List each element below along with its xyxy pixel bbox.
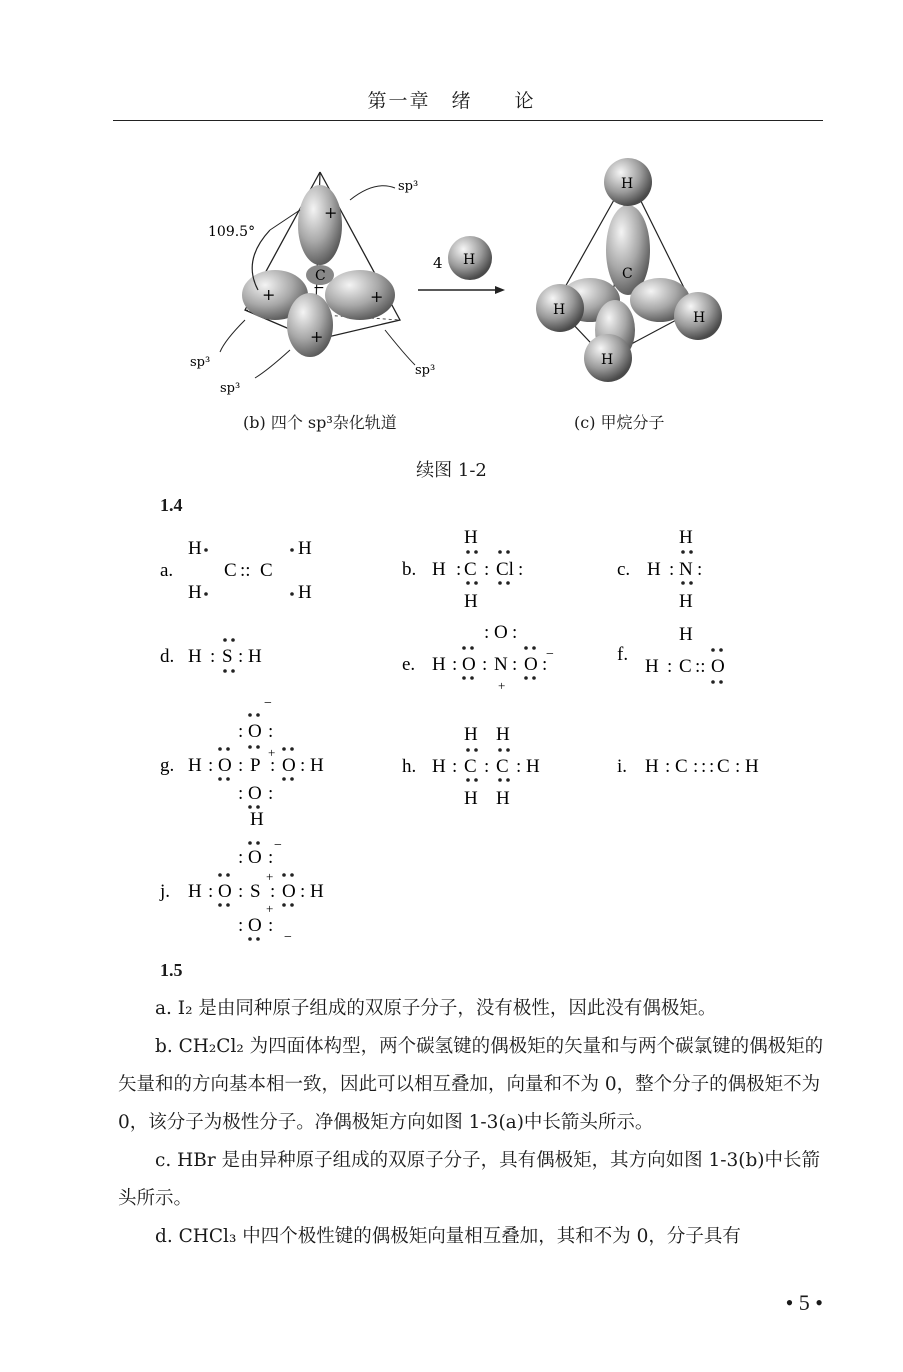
atom-o: O <box>248 847 262 868</box>
atom-p: P <box>250 755 261 776</box>
lewis-structure-d <box>160 630 300 686</box>
atom-o: O <box>248 721 262 742</box>
lewis-structure-e <box>402 620 582 701</box>
sp3-label: sp³ <box>220 381 241 396</box>
atom-h: H <box>248 646 262 667</box>
atom-h: H <box>298 538 312 559</box>
hydrogen-label: H <box>553 302 566 318</box>
item-label: i. <box>617 756 628 777</box>
atom-c: C <box>464 756 477 777</box>
bond-dots: : <box>667 656 673 677</box>
atom-cl: Cl <box>496 559 514 580</box>
hydrogen-label: H <box>621 176 634 192</box>
atom-h: H <box>188 582 202 603</box>
hydrogen-label: H <box>463 252 476 268</box>
atom-h: H <box>250 809 264 830</box>
bond-dots: : <box>238 755 244 776</box>
item-label: e. <box>402 654 416 675</box>
atom-o: O <box>248 783 262 804</box>
bond-dots: : <box>452 756 458 777</box>
bond-dots: : <box>456 559 462 580</box>
atom-c: C <box>260 560 273 581</box>
charge-minus: − <box>546 647 554 662</box>
atom-o: O <box>218 755 232 776</box>
lone-pair: : <box>268 783 274 804</box>
lone-pair: : <box>484 622 490 643</box>
bond-dots: : <box>300 755 306 776</box>
atom-h: H <box>526 756 540 777</box>
section-heading-1-4: 1.4 <box>160 495 183 515</box>
bond-dots: : <box>208 755 214 776</box>
atom-h: H <box>432 654 446 675</box>
minus-sign: − <box>313 280 325 296</box>
atom-h: H <box>188 538 202 559</box>
carbon-label: C <box>315 268 326 284</box>
bond-dots: : <box>270 755 276 776</box>
charge-plus: + <box>266 869 274 884</box>
atom-n: N <box>494 654 508 675</box>
atom-s: S <box>250 881 261 902</box>
bond-dots: :: <box>240 560 251 581</box>
atom-o: O <box>218 881 232 902</box>
bond-dots: : <box>300 881 306 902</box>
bond-dots: : <box>210 646 216 667</box>
atom-c: C <box>679 656 692 677</box>
bond-dots: : <box>484 559 490 580</box>
sp3-orbitals-drawing <box>190 172 435 396</box>
item-label: j. <box>160 881 171 902</box>
charge-minus: − <box>274 838 282 853</box>
hydrogen-label: H <box>601 352 614 368</box>
atom-h: H <box>645 756 659 777</box>
lone-pair: : <box>542 654 548 675</box>
charge-minus: − <box>264 696 272 711</box>
sp3-label: sp³ <box>398 179 419 194</box>
atom-h: H <box>188 755 202 776</box>
lone-pair: : <box>268 721 274 742</box>
caption-c: (c) 甲烷分子 <box>574 413 665 432</box>
atom-c: C <box>675 756 688 777</box>
atom-c: C <box>224 560 237 581</box>
atom-h: H <box>464 788 478 809</box>
section-heading-1-5: 1.5 <box>160 960 183 980</box>
paragraph-a: a. I₂ 是由同种原子组成的双原子分子，没有极性，因此没有偶极矩。 <box>155 998 717 1019</box>
reagent-count: 4 <box>433 254 443 272</box>
atom-s: S <box>222 646 233 667</box>
charge-minus: − <box>284 930 292 945</box>
atom-h: H <box>679 591 693 612</box>
lewis-structure-a <box>160 530 340 616</box>
bond-dots: : <box>238 646 244 667</box>
paragraph-b: b. CH₂Cl₂ 为四面体构型，两个碳氢键的偶极矩的矢量和与两个碳氯键的偶极矩的矢量和的方向基本相一致，因此可以相互叠加，向量和不为 0，整个分子的偶极矩不为 0，该分子为极性分子。净偶极矩方向如图 1-3(a)中长箭头所示。 <box>118 1036 824 1133</box>
lone-pair: : <box>238 721 244 742</box>
bond-dots: : <box>208 881 214 902</box>
bond-dots: : <box>669 559 675 580</box>
charge-plus: + <box>498 678 506 693</box>
bond-dots: : <box>709 756 715 777</box>
atom-o: O <box>711 656 725 677</box>
orbital-figure <box>150 140 770 440</box>
section-1-5-body <box>118 990 824 1256</box>
item-label: b. <box>402 559 417 580</box>
paragraph-c: c. HBr 是由异种原子组成的双原子分子，具有偶极矩，其方向如图 1-3(b)中长箭头所示。 <box>118 1150 821 1209</box>
reaction-arrow-group <box>418 236 505 294</box>
bond-dots: :: <box>695 656 706 677</box>
sp3-label: sp³ <box>415 363 436 378</box>
atom-o: O <box>282 755 296 776</box>
atom-h: H <box>432 559 446 580</box>
atom-h: H <box>496 788 510 809</box>
lewis-structure-b <box>402 525 582 621</box>
charge-plus: + <box>266 901 274 916</box>
atom-c: C <box>496 756 509 777</box>
bond-dots: : <box>701 756 707 777</box>
lewis-structure-i <box>617 745 797 791</box>
lone-pair: : <box>512 622 518 643</box>
lone-pair: : <box>238 783 244 804</box>
bond-dots: : <box>693 756 699 777</box>
header-rule <box>113 120 823 121</box>
lewis-structure-c <box>617 525 737 621</box>
atom-o: O <box>282 881 296 902</box>
hydrogen-label: H <box>693 310 706 326</box>
lewis-structure-h <box>402 720 582 816</box>
bond-angle-label: 109.5° <box>208 224 256 240</box>
atom-h: H <box>464 724 478 745</box>
atom-h: H <box>745 756 759 777</box>
bond-dots: : <box>270 881 276 902</box>
atom-h: H <box>188 646 202 667</box>
atom-h: H <box>432 756 446 777</box>
atom-o: O <box>462 654 476 675</box>
atom-o: O <box>494 622 508 643</box>
bond-dots: : <box>735 756 741 777</box>
lone-pair: : <box>238 915 244 936</box>
methane-drawing <box>536 158 722 382</box>
sp3-label: sp³ <box>190 355 211 370</box>
lone-pair: : <box>518 559 524 580</box>
atom-h: H <box>647 559 661 580</box>
page-number: • 5 • <box>785 1290 823 1315</box>
lone-pair: : <box>268 847 274 868</box>
lone-pair: : <box>697 559 703 580</box>
atom-o: O <box>524 654 538 675</box>
lewis-structure-f <box>617 620 757 701</box>
atom-h: H <box>310 755 324 776</box>
caption-b: (b) 四个 sp³杂化轨道 <box>243 413 397 432</box>
plus-sign: + <box>262 285 276 304</box>
item-label: g. <box>160 755 175 776</box>
item-label: c. <box>617 559 631 580</box>
item-label: f. <box>617 644 629 665</box>
item-label: a. <box>160 560 174 581</box>
atom-h: H <box>464 527 478 548</box>
figure-title: 续图 1-2 <box>416 460 487 481</box>
atom-h: H <box>679 624 693 645</box>
atom-h: H <box>496 724 510 745</box>
atom-h: H <box>645 656 659 677</box>
chapter-header: 第一章 绪 论 <box>367 90 536 112</box>
lewis-structure-j <box>160 835 360 951</box>
atom-h: H <box>310 881 324 902</box>
item-label: d. <box>160 646 175 667</box>
plus-sign: + <box>370 287 384 306</box>
paragraph-d: d. CHCl₃ 中四个极性键的偶极矩向量相互叠加，其和不为 0，分子具有 <box>155 1226 741 1247</box>
atom-h: H <box>679 527 693 548</box>
atom-c: C <box>464 559 477 580</box>
atom-n: N <box>679 559 693 580</box>
bond-dots: : <box>482 654 488 675</box>
bond-dots: : <box>516 756 522 777</box>
bond-dots: : <box>452 654 458 675</box>
lewis-structure-g <box>160 695 360 836</box>
atom-c: C <box>717 756 730 777</box>
item-label: h. <box>402 756 417 777</box>
bond-dots: : <box>512 654 518 675</box>
plus-sign: + <box>310 327 324 346</box>
atom-h: H <box>464 591 478 612</box>
bond-dots: : <box>665 756 671 777</box>
carbon-label: C <box>622 266 633 282</box>
charge-plus: + <box>268 745 276 760</box>
bond-dots: : <box>238 881 244 902</box>
atom-h: H <box>298 582 312 603</box>
atom-o: O <box>248 915 262 936</box>
plus-sign: + <box>324 203 338 222</box>
lone-pair: : <box>238 847 244 868</box>
lone-pair: : <box>268 915 274 936</box>
bond-dots: : <box>484 756 490 777</box>
atom-h: H <box>188 881 202 902</box>
